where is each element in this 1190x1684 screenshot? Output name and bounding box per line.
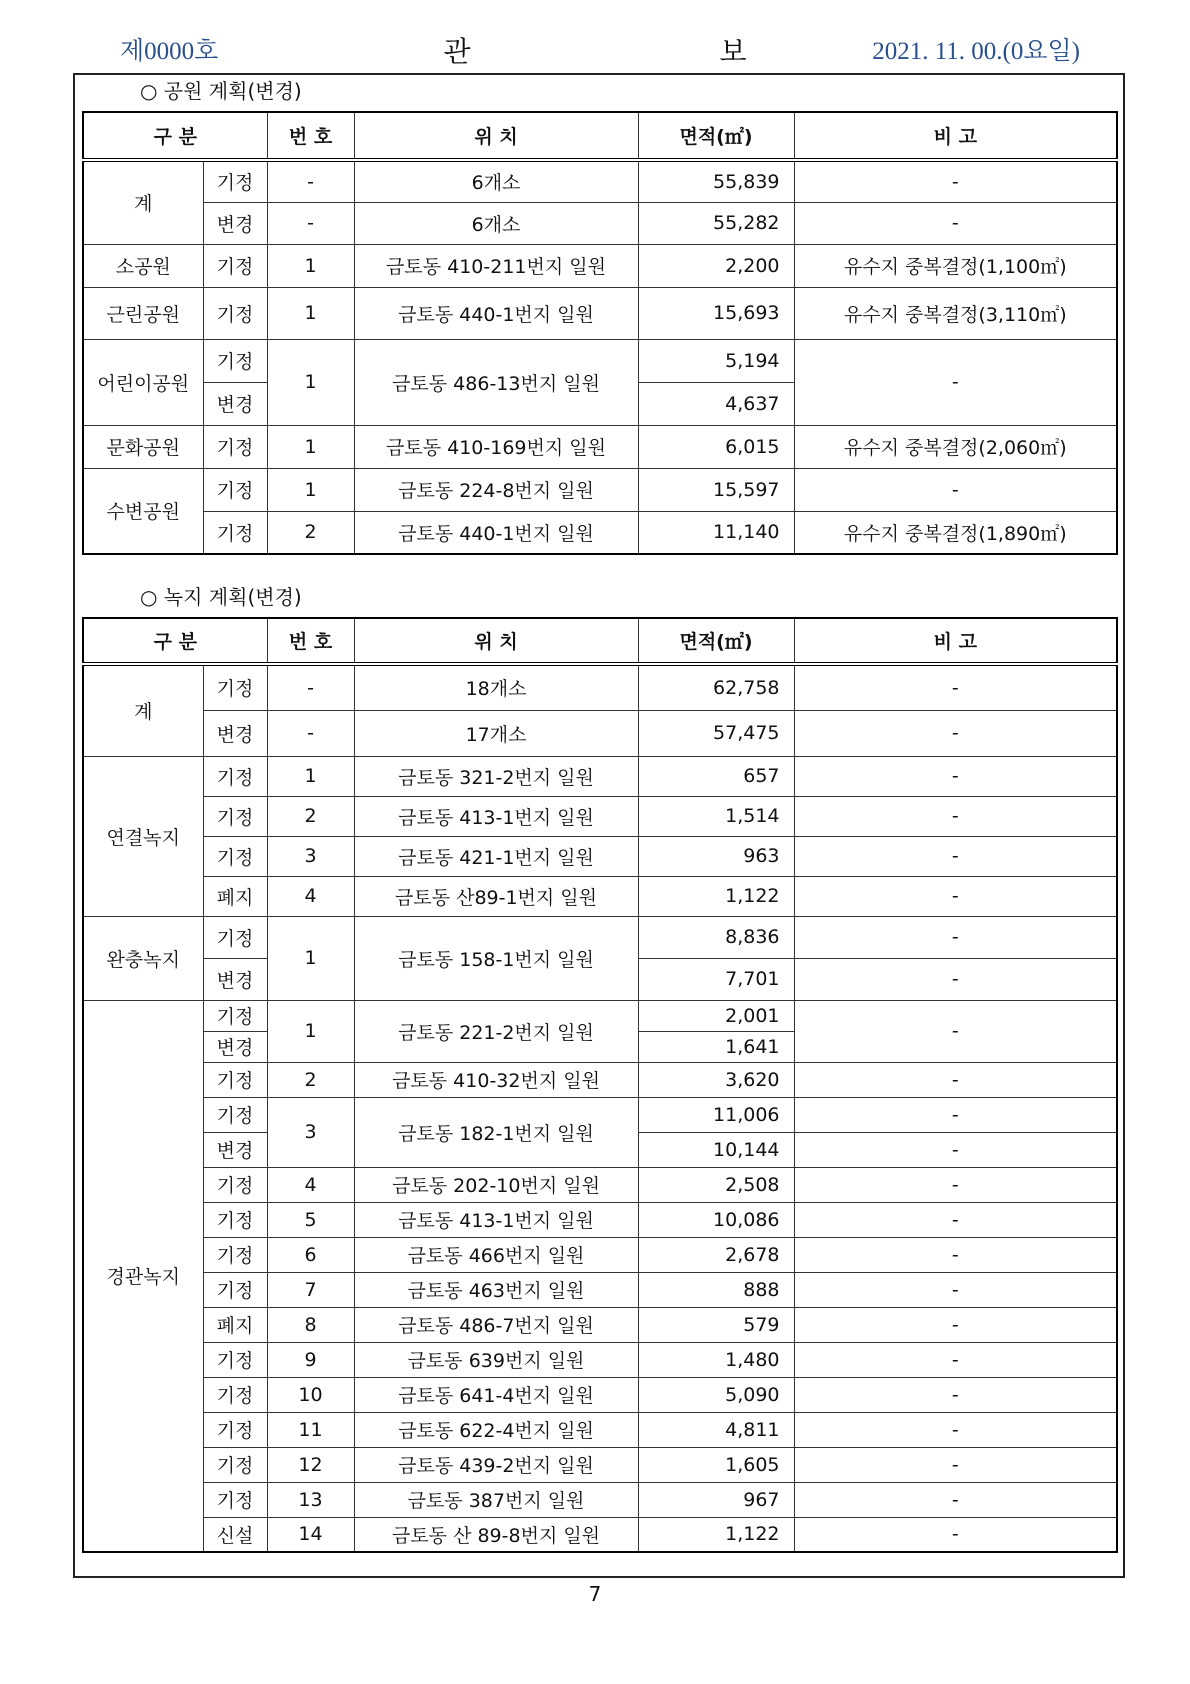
area-cell: 1,514 — [638, 796, 794, 836]
status-cell: 기정 — [203, 1000, 267, 1031]
table-row — [83, 876, 1117, 916]
location-cell: 금토동 463번지 일원 — [354, 1272, 638, 1307]
table-row — [83, 916, 1117, 958]
status-cell: 기정 — [203, 1412, 267, 1447]
area-cell: 1,122 — [638, 876, 794, 916]
table-row — [83, 1447, 1117, 1482]
number-cell: 6 — [267, 1237, 354, 1272]
area-cell: 2,001 — [638, 1000, 794, 1031]
number-cell: 1 — [267, 425, 354, 468]
location-cell: 금토동 413-1번지 일원 — [354, 796, 638, 836]
status-cell: 기정 — [203, 1062, 267, 1097]
area-cell: 1,480 — [638, 1342, 794, 1377]
gazette-title: 관 보 — [443, 35, 867, 68]
location-cell: 금토동 421-1번지 일원 — [354, 836, 638, 876]
status-cell: 변경 — [203, 1132, 267, 1167]
location-cell: 금토동 182-1번지 일원 — [354, 1097, 638, 1167]
remarks-cell: - — [794, 664, 1117, 710]
status-cell: 기정 — [203, 1202, 267, 1237]
status-cell: 기정 — [203, 756, 267, 796]
category-cell: 경관녹지 — [83, 1000, 203, 1552]
location-cell: 금토동 622-4번지 일원 — [354, 1412, 638, 1447]
location-cell: 금토동 410-211번지 일원 — [354, 244, 638, 287]
number-cell: 3 — [267, 1097, 354, 1167]
number-cell: 9 — [267, 1342, 354, 1377]
category-cell: 계 — [83, 160, 203, 244]
remarks-cell: - — [794, 1307, 1117, 1342]
status-cell: 기정 — [203, 796, 267, 836]
table-row — [83, 287, 1117, 339]
header-location: 위 치 — [354, 618, 638, 664]
area-cell: 5,090 — [638, 1377, 794, 1412]
number-cell: 14 — [267, 1517, 354, 1552]
status-cell: 기정 — [203, 916, 267, 958]
remarks-cell: - — [794, 339, 1117, 425]
status-cell: 기정 — [203, 1482, 267, 1517]
page-number: 7 — [588, 1582, 602, 1606]
area-cell: 4,637 — [638, 382, 794, 425]
location-cell: 금토동 산 89-8번지 일원 — [354, 1517, 638, 1552]
remarks-cell: - — [794, 916, 1117, 958]
category-cell: 연결녹지 — [83, 756, 203, 916]
area-cell: 57,475 — [638, 710, 794, 756]
table-row — [83, 1202, 1117, 1237]
table-row — [83, 339, 1117, 382]
status-cell: 기정 — [203, 1447, 267, 1482]
status-cell: 기정 — [203, 836, 267, 876]
number-cell: 1 — [267, 1000, 354, 1062]
table-row — [83, 425, 1117, 468]
table-row — [83, 836, 1117, 876]
remarks-cell: - — [794, 1447, 1117, 1482]
category-cell: 소공원 — [83, 244, 203, 287]
remarks-cell: - — [794, 958, 1117, 1000]
status-cell: 기정 — [203, 1272, 267, 1307]
remarks-cell: - — [794, 1412, 1117, 1447]
header-number: 번 호 — [267, 618, 354, 664]
remarks-cell: - — [794, 1062, 1117, 1097]
location-cell: 6개소 — [354, 160, 638, 202]
category-cell: 어린이공원 — [83, 339, 203, 425]
table-row — [83, 1272, 1117, 1307]
table-row — [83, 710, 1117, 756]
table-row — [83, 244, 1117, 287]
location-cell: 금토동 486-13번지 일원 — [354, 339, 638, 425]
status-cell: 기정 — [203, 664, 267, 710]
number-cell: 8 — [267, 1307, 354, 1342]
status-cell: 기정 — [203, 160, 267, 202]
location-cell: 금토동 158-1번지 일원 — [354, 916, 638, 1000]
remarks-cell: - — [794, 710, 1117, 756]
status-cell: 신설 — [203, 1517, 267, 1552]
remarks-cell: - — [794, 1517, 1117, 1552]
number-cell: 4 — [267, 876, 354, 916]
header-division: 구 분 — [83, 618, 267, 664]
header-remarks: 비 고 — [794, 618, 1117, 664]
location-cell: 금토동 440-1번지 일원 — [354, 511, 638, 554]
area-cell: 15,597 — [638, 468, 794, 511]
status-cell: 기정 — [203, 511, 267, 554]
number-cell: 13 — [267, 1482, 354, 1517]
table-row — [83, 756, 1117, 796]
remarks-cell: 유수지 중복결정(3,110㎡) — [794, 287, 1117, 339]
number-cell: 1 — [267, 468, 354, 511]
number-cell: 2 — [267, 511, 354, 554]
location-cell: 금토동 486-7번지 일원 — [354, 1307, 638, 1342]
remarks-cell: - — [794, 1132, 1117, 1167]
remarks-cell: - — [794, 202, 1117, 244]
number-cell: 5 — [267, 1202, 354, 1237]
remarks-cell: - — [794, 1342, 1117, 1377]
status-cell: 변경 — [203, 958, 267, 1000]
number-cell: - — [267, 202, 354, 244]
location-cell: 금토동 321-2번지 일원 — [354, 756, 638, 796]
category-cell: 문화공원 — [83, 425, 203, 468]
location-cell: 금토동 466번지 일원 — [354, 1237, 638, 1272]
table-header-row — [83, 618, 1117, 664]
table-row — [83, 1167, 1117, 1202]
number-cell: 1 — [267, 339, 354, 425]
location-cell: 금토동 224-8번지 일원 — [354, 468, 638, 511]
location-cell: 6개소 — [354, 202, 638, 244]
issue-number: 제0000호 — [120, 38, 219, 65]
area-cell: 7,701 — [638, 958, 794, 1000]
status-cell: 기정 — [203, 425, 267, 468]
remarks-cell: - — [794, 756, 1117, 796]
area-cell: 967 — [638, 1482, 794, 1517]
number-cell: 1 — [267, 287, 354, 339]
number-cell: - — [267, 664, 354, 710]
table-row — [83, 664, 1117, 710]
number-cell: 10 — [267, 1377, 354, 1412]
remarks-cell: - — [794, 876, 1117, 916]
area-cell: 579 — [638, 1307, 794, 1342]
area-cell: 657 — [638, 756, 794, 796]
number-cell: 3 — [267, 836, 354, 876]
remarks-cell: - — [794, 160, 1117, 202]
area-cell: 1,122 — [638, 1517, 794, 1552]
area-cell: 8,836 — [638, 916, 794, 958]
remarks-cell: - — [794, 1237, 1117, 1272]
location-cell: 17개소 — [354, 710, 638, 756]
area-cell: 2,508 — [638, 1167, 794, 1202]
location-cell: 금토동 413-1번지 일원 — [354, 1202, 638, 1237]
status-cell: 기정 — [203, 244, 267, 287]
table-row — [83, 1097, 1117, 1132]
remarks-cell: - — [794, 796, 1117, 836]
area-cell: 888 — [638, 1272, 794, 1307]
header-area: 면적(㎡) — [638, 112, 794, 160]
area-cell: 11,140 — [638, 511, 794, 554]
number-cell: 1 — [267, 756, 354, 796]
area-cell: 62,758 — [638, 664, 794, 710]
number-cell: 11 — [267, 1412, 354, 1447]
area-cell: 5,194 — [638, 339, 794, 382]
remarks-cell: 유수지 중복결정(1,100㎡) — [794, 244, 1117, 287]
status-cell: 변경 — [203, 1031, 267, 1062]
category-cell: 근린공원 — [83, 287, 203, 339]
status-cell: 기정 — [203, 1377, 267, 1412]
remarks-cell: - — [794, 836, 1117, 876]
number-cell: 1 — [267, 244, 354, 287]
remarks-cell: - — [794, 1167, 1117, 1202]
location-cell: 금토동 641-4번지 일원 — [354, 1377, 638, 1412]
park-plan-table — [82, 111, 1118, 555]
area-cell: 10,144 — [638, 1132, 794, 1167]
issue-date: 2021. 11. 00.(0요일) — [872, 38, 1080, 65]
area-cell: 6,015 — [638, 425, 794, 468]
remarks-cell: - — [794, 1272, 1117, 1307]
category-cell: 완충녹지 — [83, 916, 203, 1000]
remarks-cell: - — [794, 1097, 1117, 1132]
number-cell: 7 — [267, 1272, 354, 1307]
area-cell: 4,811 — [638, 1412, 794, 1447]
status-cell: 변경 — [203, 710, 267, 756]
status-cell: 기정 — [203, 1167, 267, 1202]
header-remarks: 비 고 — [794, 112, 1117, 160]
remarks-cell: - — [794, 1202, 1117, 1237]
status-cell: 폐지 — [203, 876, 267, 916]
area-cell: 15,693 — [638, 287, 794, 339]
table-row — [83, 160, 1117, 202]
number-cell: 2 — [267, 1062, 354, 1097]
area-cell: 10,086 — [638, 1202, 794, 1237]
category-cell: 수변공원 — [83, 468, 203, 554]
area-cell: 1,605 — [638, 1447, 794, 1482]
status-cell: 변경 — [203, 202, 267, 244]
table-row — [83, 796, 1117, 836]
location-cell: 18개소 — [354, 664, 638, 710]
location-cell: 금토동 439-2번지 일원 — [354, 1447, 638, 1482]
header-division: 구 분 — [83, 112, 267, 160]
location-cell: 금토동 440-1번지 일원 — [354, 287, 638, 339]
table-row — [83, 1237, 1117, 1272]
location-cell: 금토동 산89-1번지 일원 — [354, 876, 638, 916]
area-cell: 1,641 — [638, 1031, 794, 1062]
number-cell: 1 — [267, 916, 354, 1000]
table-row — [83, 1412, 1117, 1447]
status-cell: 기정 — [203, 339, 267, 382]
remarks-cell: - — [794, 1482, 1117, 1517]
green-section-title: ○ 녹지 계획(변경) — [140, 585, 302, 609]
remarks-cell: - — [794, 1000, 1117, 1062]
table-row — [83, 1377, 1117, 1412]
area-cell: 2,200 — [638, 244, 794, 287]
remarks-cell: - — [794, 468, 1117, 511]
number-cell: - — [267, 160, 354, 202]
number-cell: 2 — [267, 796, 354, 836]
park-section-title: ○ 공원 계획(변경) — [140, 79, 302, 103]
location-cell: 금토동 221-2번지 일원 — [354, 1000, 638, 1062]
table-row — [83, 1517, 1117, 1552]
number-cell: - — [267, 710, 354, 756]
status-cell: 기정 — [203, 1237, 267, 1272]
remarks-cell: - — [794, 1377, 1117, 1412]
location-cell: 금토동 387번지 일원 — [354, 1482, 638, 1517]
area-cell: 11,006 — [638, 1097, 794, 1132]
table-row — [83, 1062, 1117, 1097]
table-row — [83, 1307, 1117, 1342]
table-row — [83, 468, 1117, 511]
green-plan-table — [82, 617, 1118, 1553]
location-cell: 금토동 410-32번지 일원 — [354, 1062, 638, 1097]
location-cell: 금토동 410-169번지 일원 — [354, 425, 638, 468]
table-header-row — [83, 112, 1117, 160]
area-cell: 963 — [638, 836, 794, 876]
status-cell: 기정 — [203, 1097, 267, 1132]
table-row — [83, 202, 1117, 244]
area-cell: 55,282 — [638, 202, 794, 244]
header-location: 위 치 — [354, 112, 638, 160]
table-row — [83, 511, 1117, 554]
status-cell: 기정 — [203, 1342, 267, 1377]
area-cell: 3,620 — [638, 1062, 794, 1097]
status-cell: 기정 — [203, 468, 267, 511]
location-cell: 금토동 639번지 일원 — [354, 1342, 638, 1377]
area-cell: 55,839 — [638, 160, 794, 202]
area-cell: 2,678 — [638, 1237, 794, 1272]
remarks-cell: 유수지 중복결정(2,060㎡) — [794, 425, 1117, 468]
status-cell: 기정 — [203, 287, 267, 339]
number-cell: 4 — [267, 1167, 354, 1202]
status-cell: 변경 — [203, 382, 267, 425]
category-cell: 계 — [83, 664, 203, 756]
status-cell: 폐지 — [203, 1307, 267, 1342]
location-cell: 금토동 202-10번지 일원 — [354, 1167, 638, 1202]
table-row — [83, 1000, 1117, 1031]
table-row — [83, 1482, 1117, 1517]
header-number: 번 호 — [267, 112, 354, 160]
header-area: 면적(㎡) — [638, 618, 794, 664]
remarks-cell: 유수지 중복결정(1,890㎡) — [794, 511, 1117, 554]
number-cell: 12 — [267, 1447, 354, 1482]
table-row — [83, 1342, 1117, 1377]
